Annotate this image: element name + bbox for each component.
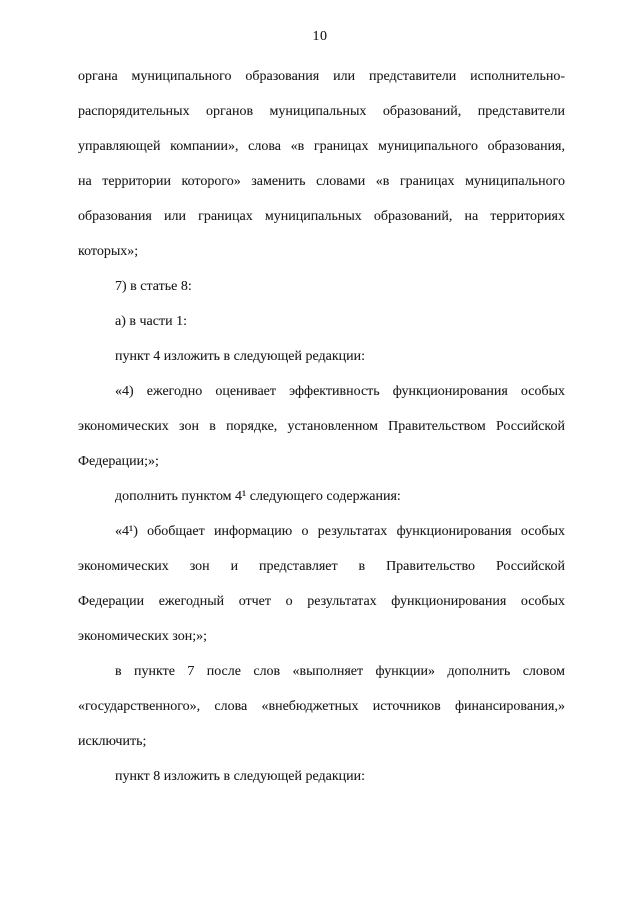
text-line: 7) в статье 8:	[115, 279, 192, 294]
text-line: Федерации;»;	[78, 454, 159, 469]
text-line: а) в части 1:	[115, 314, 187, 329]
text-line: Федерации ежегодный отчет о результатах функционирования особых	[78, 594, 565, 609]
document-text-block	[78, 59, 565, 794]
text-line: экономических зон;»;	[78, 629, 208, 644]
text-line: «государственного», слова «внебюджетных источников финансирования,»	[78, 699, 565, 714]
text-line: органа муниципального образования или представители исполнительно-	[78, 69, 565, 84]
text-line: образования или границах муниципальных образований, на территориях	[78, 209, 565, 224]
text-line: в пункте 7 после слов «выполняет функции» дополнить словом	[115, 664, 565, 679]
text-line: пункт 4 изложить в следующей редакции:	[115, 349, 365, 364]
text-line: которых»;	[78, 244, 139, 259]
text-line: исключить;	[78, 734, 147, 749]
text-line: пункт 8 изложить в следующей редакции:	[115, 769, 365, 784]
text-line: дополнить пунктом 4¹ следующего содержания:	[115, 489, 401, 504]
text-line: распорядительных органов муниципальных образований, представители	[78, 104, 565, 119]
text-line: управляющей компании», слова «в границах муниципального образования,	[78, 139, 565, 154]
text-line: экономических зон в порядке, установленном Правительством Российской	[78, 419, 565, 434]
text-line: «4¹) обобщает информацию о результатах функционирования особых	[115, 524, 565, 539]
page-number: 10	[312, 29, 328, 44]
text-line: экономических зон и представляет в Правительство Российской	[78, 559, 565, 574]
text-line: на территории которого» заменить словами «в границах муниципального	[78, 174, 565, 189]
text-line: «4) ежегодно оценивает эффективность функционирования особых	[115, 384, 565, 399]
